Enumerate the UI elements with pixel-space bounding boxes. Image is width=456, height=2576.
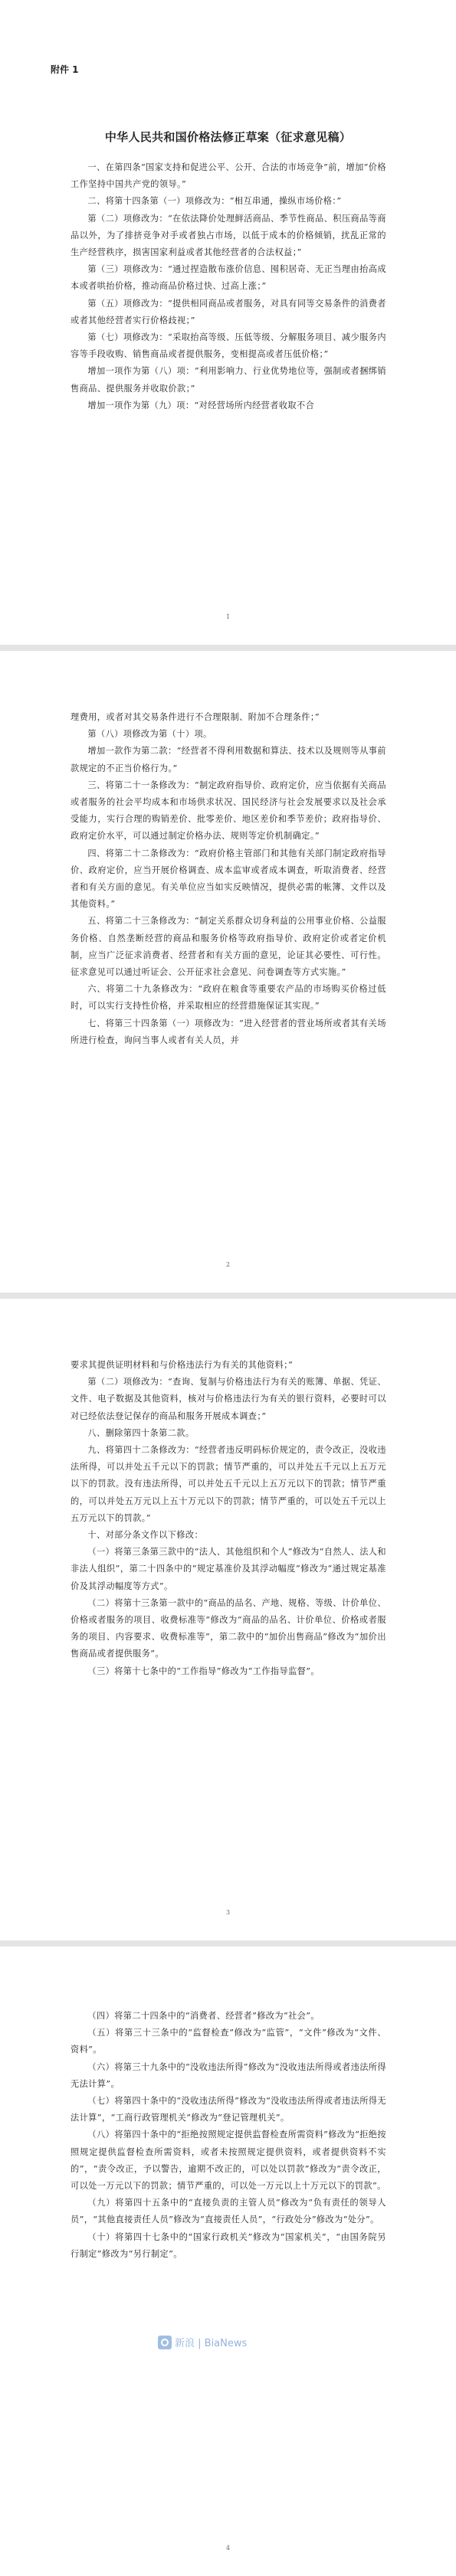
watermark xyxy=(158,2335,247,2349)
page-2-body xyxy=(71,709,386,1049)
paragraph: （三）将第十七条中的“工作指导”修改为“工作指导监督”。 xyxy=(87,1666,320,1676)
paragraph: 十、对部分条文作以下修改： xyxy=(87,1530,204,1541)
page-4-body xyxy=(71,2008,386,2263)
paragraph: 八、删除第四十条第二款。 xyxy=(87,1427,195,1438)
paragraph: （六）将第三十九条中的“没收违法所得”修改为“没收违法所得或者违法所得无法计算”。 xyxy=(71,2061,386,2089)
paragraph: 一、在第四条“国家支持和促进公平、公开、合法的市场竞争”前，增加“价格工作坚持中国共产党的领导。” xyxy=(71,162,386,190)
paragraph: 七、将第三十四条第（一）项修改为：“进入经营者的营业场所或者其有关场所进行检查，询问当事人或者有关人员，并 xyxy=(71,1018,386,1045)
paragraph: 三、将第二十一条修改为：“制定政府指导价、政府定价，应当依据有关商品或者服务的社会平均成本和市场供求状况、国民经济与社会发展要求以及社会承受能力，实行合理的购销差价、批零差价、地区差价和季节差价；政府指导价、政府定价水平，可以通过制定价格办法、规则等定价机制确定。” xyxy=(71,780,386,842)
page-1-body xyxy=(71,159,386,414)
page-number: 1 xyxy=(225,613,231,620)
document-title: 中华人民共和国价格法修正草案（征求意见稿） xyxy=(104,130,352,144)
paragraph: 增加一款作为第二款：“经营者不得利用数据和算法、技术以及规则等从事前款规定的不正当价格行为。” xyxy=(71,746,386,773)
paragraph: （四）将第二十四条中的“消费者、经营者”修改为“社会”。 xyxy=(87,2011,320,2021)
watermark-text: 新浪 | BiaNews xyxy=(175,2338,248,2349)
paragraph: （七）将第四十条中的“没收违法所得”修改为“没收违法所得或者违法所得无法计算”，“工商行政管理机关”修改为“登记管理机关”。 xyxy=(71,2096,386,2123)
paragraph: 九、将第四十二条修改为：“经营者违反明码标价规定的，责令改正，没收违法所得，可以并处五千元以下的罚款；情节严重的，可以并处五千元以上五万元以下的罚款。没有违法所得，可以并处五千元以上五万元以下的罚款；情节严重的，可以并处五万元以上五十万元以下的罚款；情节严重的，可以处五千元以上五万元以下的罚款。” xyxy=(71,1445,386,1523)
paragraph: 第（二）项修改为：“查询、复制与价格违法行为有关的账簿、单据、凭证、文件、电子数据及其他资料，核对与价格违法行为有关的银行资料，必要时可以对已经依法登记保存的商品和服务开展成本调查；” xyxy=(71,1377,386,1421)
page-number: 4 xyxy=(225,2545,231,2551)
paragraph: 第（五）项修改为：“提供相同商品或者服务，对具有同等交易条件的消费者或者其他经营者实行价格歧视；” xyxy=(71,298,386,325)
paragraph: 五、将第二十三条修改为：“制定关系群众切身利益的公用事业价格、公益服务价格、自然垄断经营的商品和服务价格等政府指导价、政府定价或者定价机制，应当广泛征求消费者、经营者和有关方面的意见，论证其必要性、可行性。征求意见可以通过听证会、公开征求社会意见、问卷调查等方式实施。” xyxy=(71,916,386,978)
paragraph: 第（二）项修改为：“在依法降价处理鲜活商品、季节性商品、积压商品等商品以外，为了排挤竞争对手或者独占市场，以低于成本的价格倾销，扰乱正常的生产经营秩序，损害国家利益或者其他经营者的合法权益；” xyxy=(71,213,386,258)
watermark-logo-icon xyxy=(158,2336,172,2349)
paragraph: （一）将第三条第三款中的“法人、其他组织和个人”修改为“自然人、法人和非法人组织”，第二十四条中的“规定基准价及其浮动幅度”修改为“通过规定基准价及其浮动幅度等方式”。 xyxy=(71,1547,386,1591)
paragraph: （十）将第四十七条中的“国家行政机关”修改为“国家机关”，“由国务院另行制定”修改为“另行制定”。 xyxy=(71,2231,386,2259)
page-3-body xyxy=(71,1357,386,1680)
paragraph: 增加一项作为第（九）项：“对经营场所内经营者收取不合 xyxy=(87,400,315,410)
paragraph: （五）将第三十三条中的“监督检查”修改为“监管”，“文件”修改为“文件、资料”。 xyxy=(71,2028,386,2055)
paragraph: （二）将第十三条第一款中的“商品的品名、产地、规格、等级、计价单位、价格或者服务的项目、收费标准等”修改为“商品的品名、计价单位、价格或者服务的项目、内容要求、收费标准等”，第二款中的“加价出售商品”修改为“加价出售商品或者提供服务”。 xyxy=(71,1597,386,1659)
document-page-3 xyxy=(0,1299,456,1940)
page-number: 2 xyxy=(225,1261,231,1268)
paragraph: 二、将第十四条第（一）项修改为：“相互串通，操纵市场价格：” xyxy=(87,196,342,207)
paragraph: 四、将第二十二条修改为：“政府价格主管部门和其他有关部门制定政府指导价、政府定价，应当开展价格调查、成本监审或者成本调查，听取消费者、经营者和有关方面的意见。有关单位应当如实反映情况，提供必需的帐簿、文件以及其他资料。” xyxy=(71,848,386,910)
page-number: 3 xyxy=(225,1909,231,1916)
paragraph: 理费用，或者对其交易条件进行不合理限制、附加不合理条件；” xyxy=(71,712,320,722)
paragraph: （八）将第四十条中的“拒绝按照规定提供监督检查所需资料”修改为“拒绝按照规定提供监督检查所需资料，或者未按照规定提供资料，或者提供资料不实的”，“责令改正，予以警告，逾期不改正的，可以处以罚款”修改为“责令改正，可以处一万元以下的罚款；情节严重的，可以处一万元以上十万元以下的罚款”。 xyxy=(71,2130,386,2192)
document-page-1 xyxy=(0,0,456,645)
paragraph: 增加一项作为第（八）项：“利用影响力、行业优势地位等，强制或者捆绑销售商品、提供服务并收取价款；” xyxy=(71,366,386,394)
attachment-label: 附件 1 xyxy=(51,64,79,75)
document-page-4 xyxy=(0,1947,456,2576)
paragraph: 要求其提供证明材料和与价格违法行为有关的其他资料；” xyxy=(71,1360,294,1370)
paragraph: 第（三）项修改为：“通过捏造散布涨价信息、囤积居奇、无正当理由抬高成本或者哄抬价格，推动商品价格过快、过高上涨；” xyxy=(71,264,386,292)
document-page-2 xyxy=(0,651,456,1293)
paragraph: 第（八）项修改为第（十）项。 xyxy=(87,729,212,740)
paragraph: （九）将第四十五条中的“直接负责的主管人员”修改为“负有责任的领导人员”，“其他直接责任人员”修改为“直接责任人员”，“行政处分”修改为“处分”。 xyxy=(71,2198,386,2225)
paragraph: 第（七）项修改为：“采取抬高等级、压低等级、分解服务项目、减少服务内容等手段收购、销售商品或者提供服务，变相提高或者压低价格；” xyxy=(71,332,386,360)
paragraph: 六、将第二十九条修改为：“政府在粮食等重要农产品的市场购买价格过低时，可以实行支持性价格，并采取相应的经营措施保证其实现。” xyxy=(71,984,386,1012)
